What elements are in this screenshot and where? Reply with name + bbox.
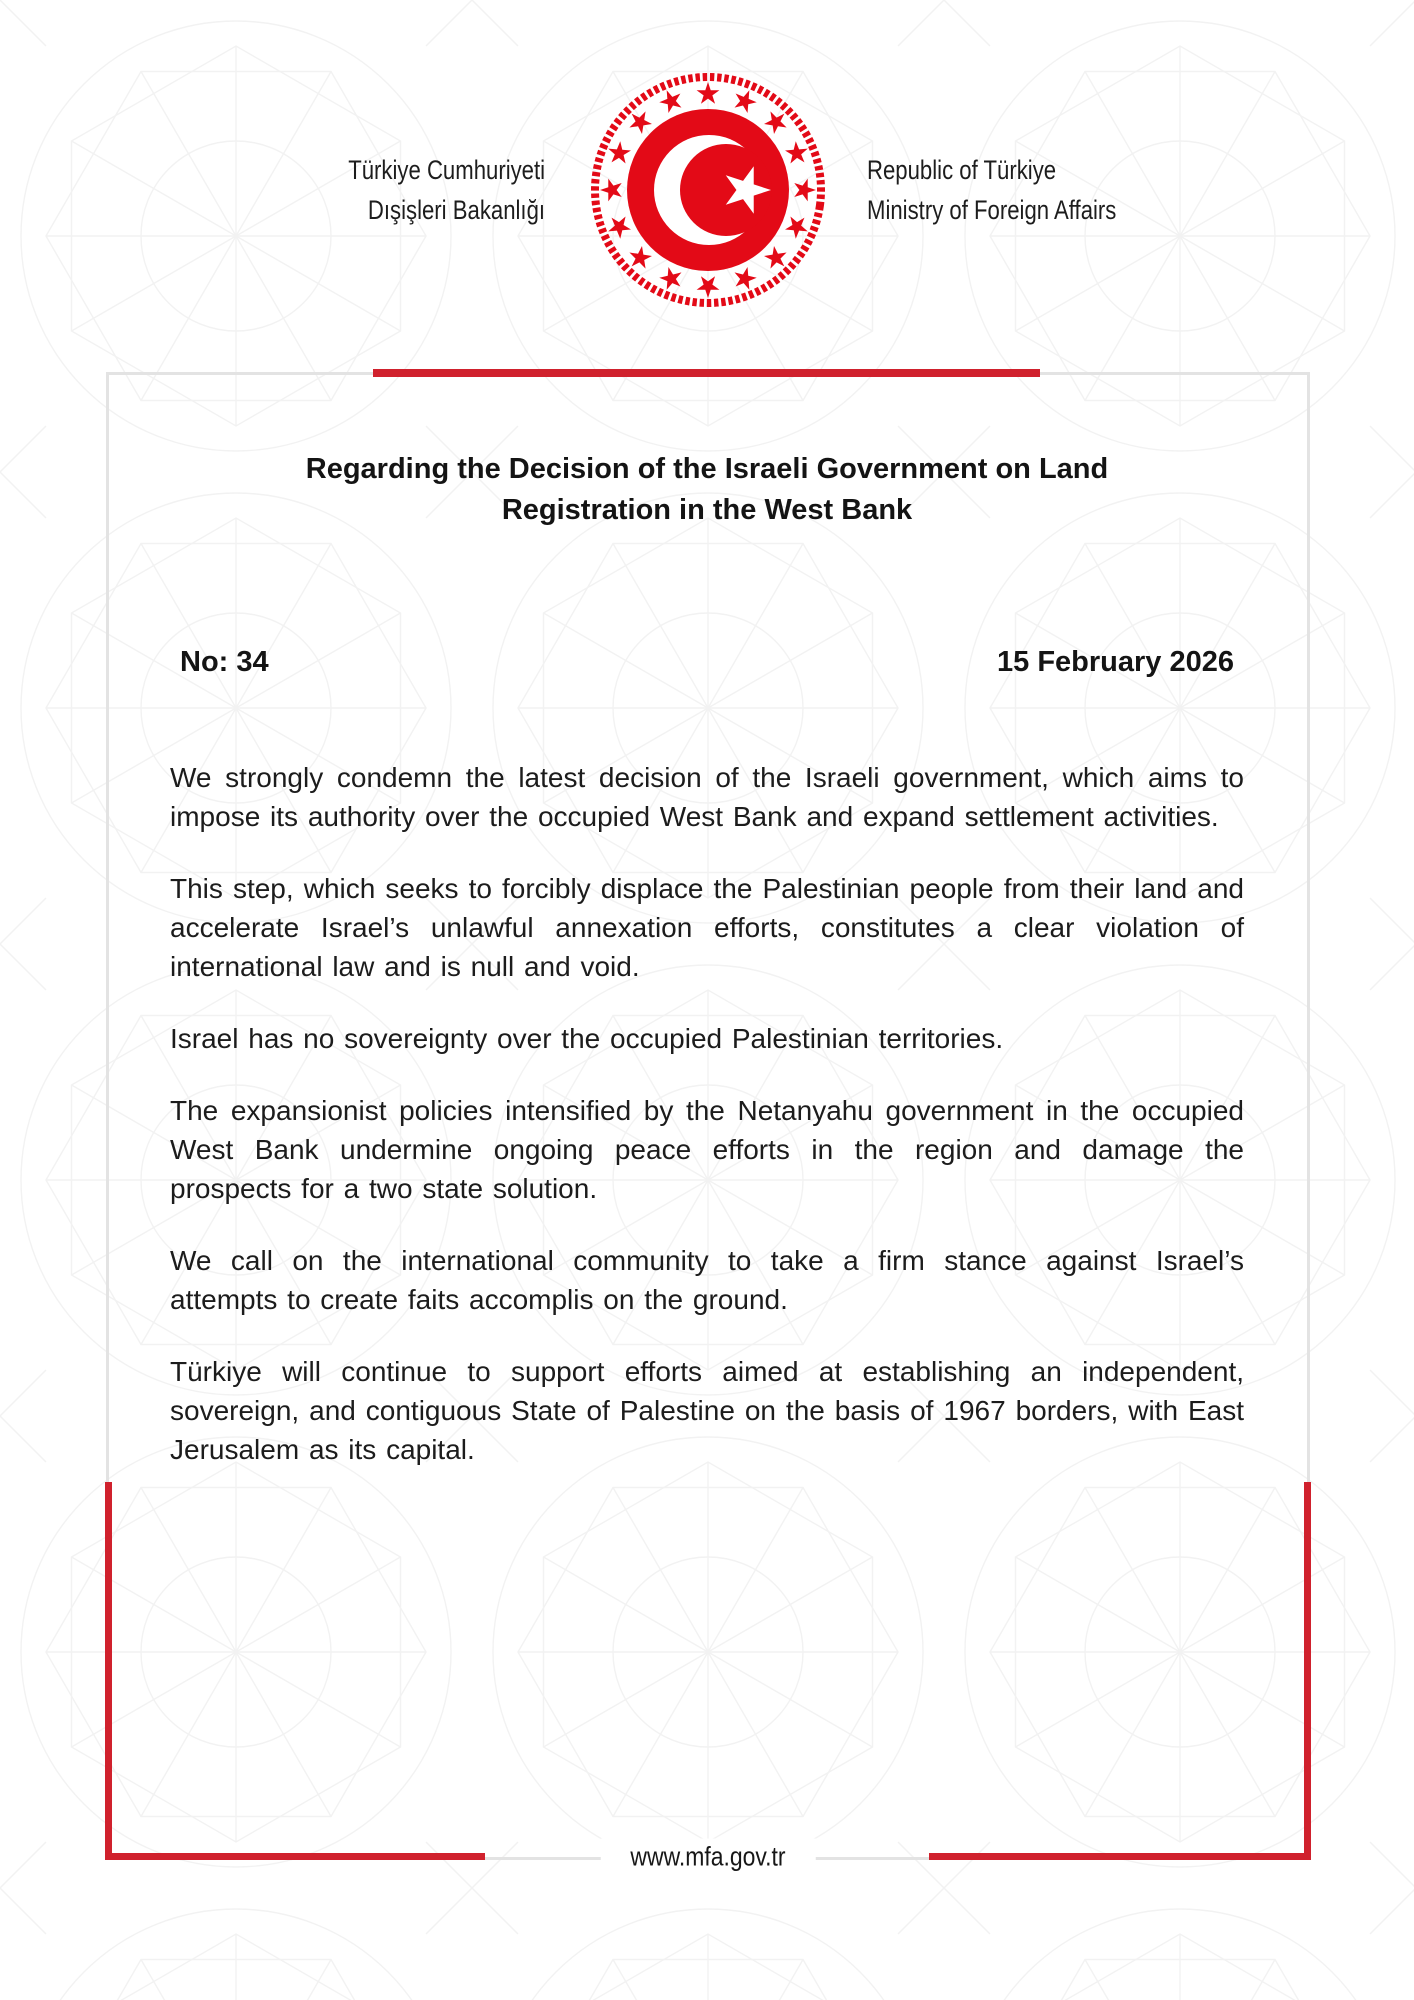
paragraph-5: We call on the international community to take a firm stance against Israel’s attempts to create faits accomplis on the ground. bbox=[170, 1245, 1244, 1315]
footer-website bbox=[601, 1839, 816, 1876]
ministry-name-turkish-line1: Türkiye Cumhuriyeti bbox=[348, 155, 545, 185]
turkiye-crescent-star-emblem-icon bbox=[588, 70, 828, 310]
press-release-number: No: 34 bbox=[180, 646, 269, 678]
ministry-name-english bbox=[867, 150, 1116, 230]
frame-accent-bottom-right bbox=[929, 1853, 1311, 1860]
paragraph-4: The expansionist policies intensified by the Netanyahu government in the occupied West Bank undermine ongoing peace efforts in the region and damage the prospects for a two state solution. bbox=[170, 1095, 1244, 1204]
footer-website-text: www.mfa.gov.tr bbox=[630, 1841, 786, 1872]
page-title-line2: Registration in the West Bank bbox=[501, 494, 913, 526]
meta-row bbox=[170, 642, 1244, 682]
page-title bbox=[170, 449, 1244, 531]
press-release-date: 15 February 2026 bbox=[997, 646, 1234, 678]
ministry-name-english-line2: Ministry of Foreign Affairs bbox=[867, 195, 1117, 225]
ministry-name-turkish bbox=[348, 150, 545, 230]
paragraph-1: We strongly condemn the latest decision of the Israeli government, which aims to impose its authority over the occupied West Bank and expand settlement activities. bbox=[170, 762, 1244, 832]
paragraph-2: This step, which seeks to forcibly displace the Palestinian people from their land and accelerate Israel’s unlawful annexation efforts, constitutes a clear violation of international law and is null and void. bbox=[170, 873, 1244, 982]
frame-accent-left bbox=[105, 1482, 112, 1860]
statement-body bbox=[170, 758, 1244, 1502]
paragraph-6: Türkiye will continue to support efforts aimed at establishing an independent, sovereign, and contiguous State of Palestine on the basis of 1967 borders, with East Jerusalem as its capital. bbox=[170, 1356, 1244, 1465]
frame-accent-top-bar bbox=[373, 369, 1040, 377]
frame-accent-bottom-left bbox=[105, 1853, 485, 1860]
paragraph-3: Israel has no sovereignty over the occupied Palestinian territories. bbox=[170, 1023, 1004, 1054]
ministry-name-english-line1: Republic of Türkiye bbox=[867, 155, 1057, 185]
ministry-name-turkish-line2: Dışişleri Bakanlığı bbox=[367, 195, 545, 225]
frame-accent-right bbox=[1304, 1482, 1311, 1860]
page-title-line1: Regarding the Decision of the Israeli Government on Land bbox=[305, 453, 1109, 485]
